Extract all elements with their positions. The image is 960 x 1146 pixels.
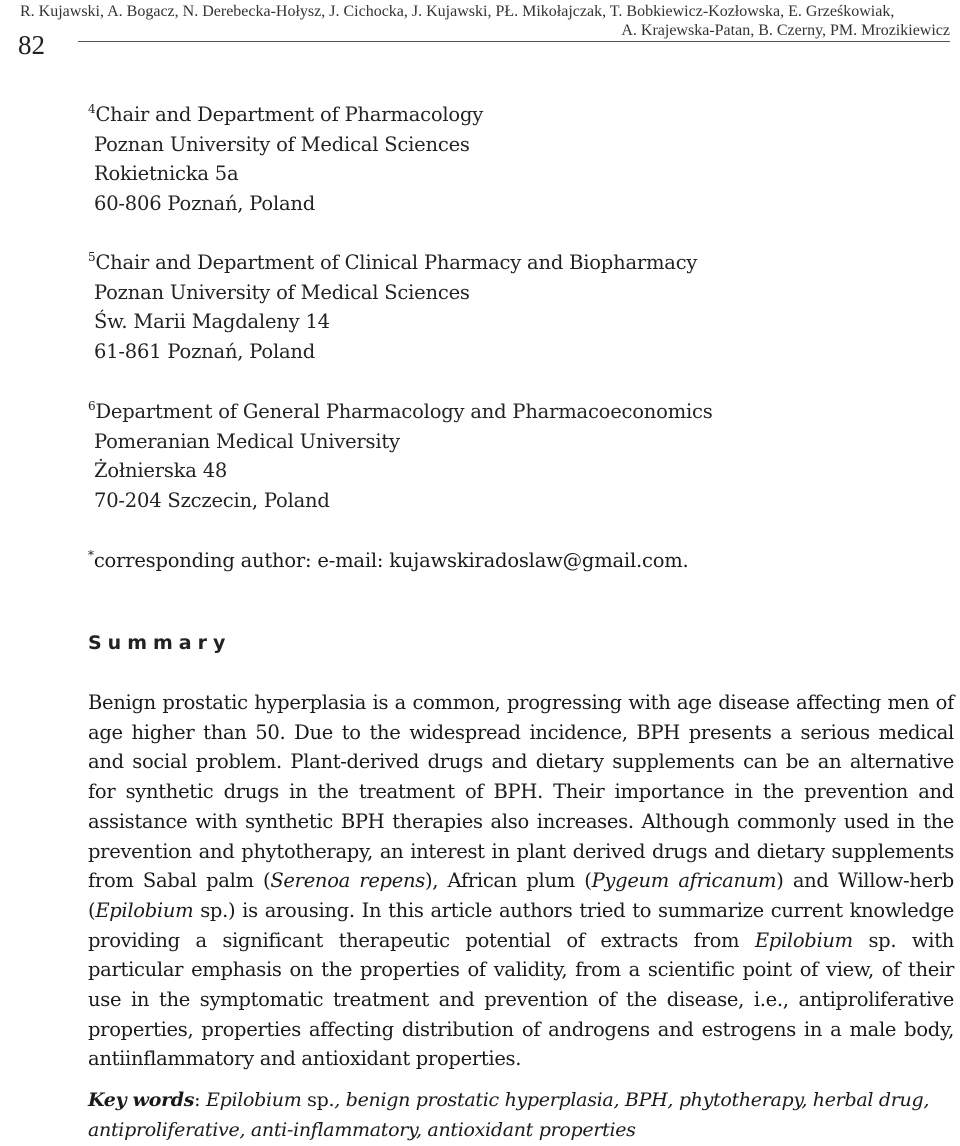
affiliation-marker: 4: [88, 102, 96, 116]
affiliation-6: [88, 397, 713, 516]
affiliation-line: Department of General Pharmacology and Pharmacoeconomics: [95, 400, 713, 423]
corresponding-marker: *: [88, 548, 94, 562]
affiliation-line: 61-861 Poznań, Poland: [94, 340, 316, 364]
affiliation-line: Chair and Department of Pharmacology: [95, 103, 484, 126]
summary-paragraph: [88, 688, 954, 1074]
affiliation-line: Żołnierska 48: [94, 459, 228, 483]
affiliation-line: Chair and Department of Clinical Pharmacy and Biopharmacy: [95, 251, 698, 274]
summary-text: ), African plum (: [424, 869, 592, 893]
keywords: [88, 1086, 954, 1145]
species-name: Pygeum africanum: [591, 869, 777, 893]
species-name: Serenoa repens: [270, 869, 425, 893]
keyword-genus: Epilobium: [206, 1089, 302, 1111]
authors-line-1: R. Kujawski, A. Bogacz, N. Derebecka-Hołysz, J. Cichocka, J. Kujawski, PŁ. Mikołajczak, T. Bobkiewicz-Kozłowska, E. Grześkowiak,: [20, 3, 895, 20]
keywords-separator: :: [194, 1089, 207, 1111]
keyword-sp: sp.: [301, 1089, 335, 1111]
page-number: 82: [18, 30, 45, 60]
species-name: Epilobium: [754, 928, 853, 952]
summary-heading: Summary: [88, 632, 232, 654]
affiliation-line: Poznan University of Medical Sciences: [94, 280, 470, 304]
header-rule: [78, 41, 950, 42]
keywords-list: , benign prostatic hyperplasia, BPH, phytotherapy, herbal drug, antiproliferative, anti-inflammatory, antioxidant properties: [88, 1089, 930, 1141]
corresponding-author: [88, 546, 689, 576]
corresponding-text: corresponding author: e-mail: kujawskiradoslaw@gmail.com.: [93, 549, 689, 572]
affiliation-line: Poznan University of Medical Sciences: [94, 132, 470, 156]
affiliation-line: Św. Marii Magdaleny 14: [94, 310, 330, 334]
running-header-authors: [20, 2, 950, 40]
authors-line-2: A. Krajewska-Patan, B. Czerny, PM. Mrozikiewicz: [621, 22, 950, 39]
summary-text: sp. with particular emphasis on the properties of validity, from a scientific point of view, of their use in the symptomatic treatment and prevention of the disease, i.e., antiproliferative properties, properties affecting distribution of androgens and estrogens in a male body, antiinflammatory and antioxidant properties.: [88, 928, 954, 1071]
species-name: Epilobium: [95, 898, 194, 922]
affiliation-line: Pomeranian Medical University: [94, 429, 400, 453]
affiliation-line: 70-204 Szczecin, Poland: [94, 489, 330, 513]
affiliation-4: [88, 100, 483, 219]
affiliation-line: Rokietnicka 5a: [94, 162, 239, 186]
summary-text: ) and Willow-herb (: [88, 869, 954, 922]
affiliation-marker: 6: [88, 399, 96, 413]
summary-text: sp.) is arousing. In this article authors tried to summarize current knowledge providing a significant therapeutic potential of extracts from: [88, 898, 954, 952]
affiliation-marker: 5: [88, 250, 96, 264]
affiliation-line: 60-806 Poznań, Poland: [94, 192, 316, 216]
affiliation-5: [88, 248, 697, 367]
summary-text: Benign prostatic hyperplasia is a common, progressing with age disease affecting men of age higher than 50. Due to the widespread incidence, BPH presents a serious medical and social problem. Plant-derived drugs and dietary supplements can be an alternative for synthetic drugs in the treatment of BPH. Their importance in the prevention and assistance with synthetic BPH therapies also increases. Although commonly used in the prevention and phytotherapy, an interest in plant derived drugs and dietary supplements from Sabal palm (: [88, 691, 954, 893]
keywords-label: Key words: [88, 1089, 195, 1111]
